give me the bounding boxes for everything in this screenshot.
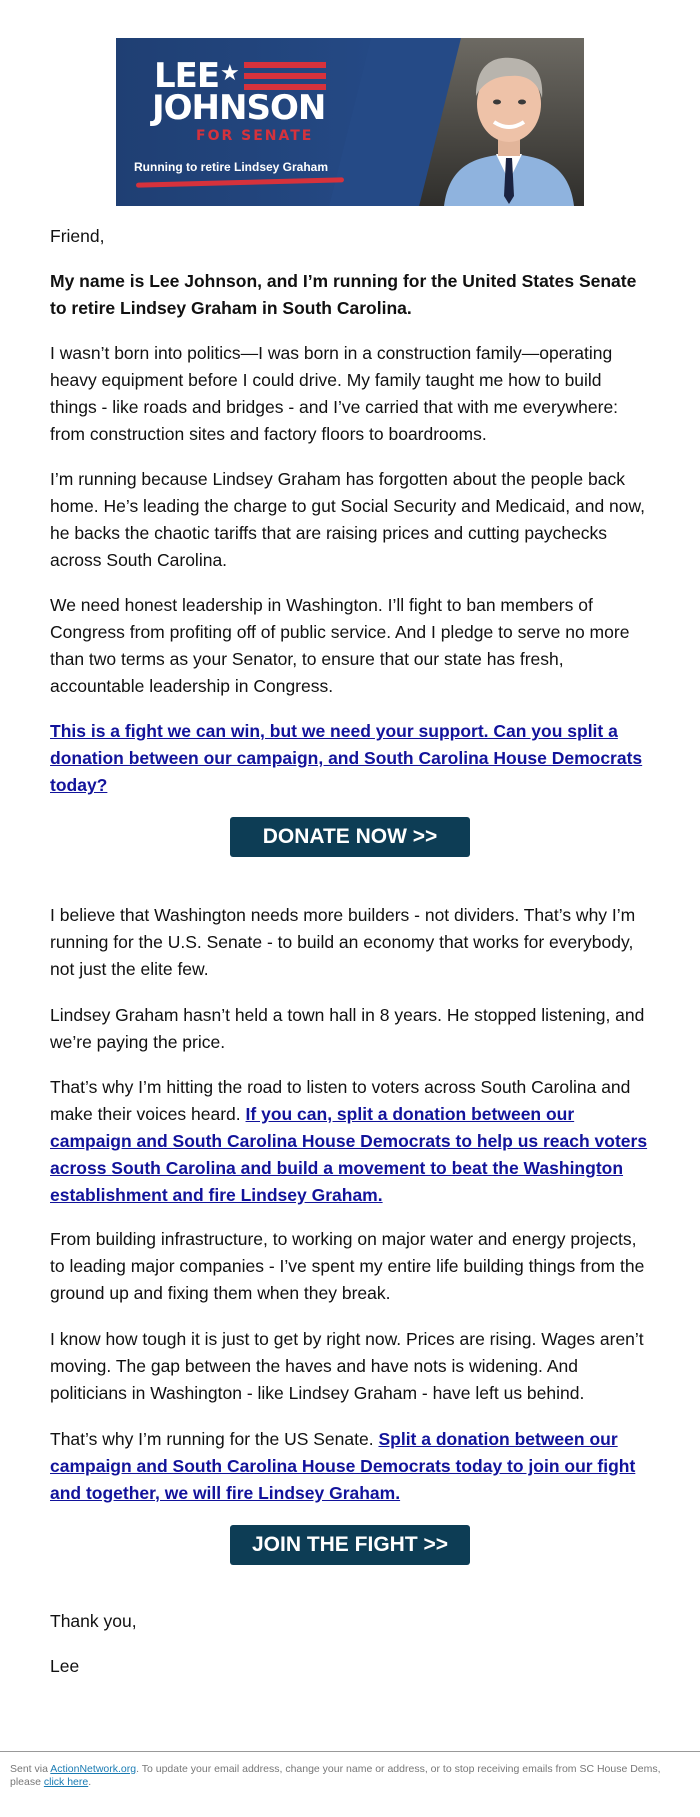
signature: Lee [50,1656,80,1676]
footer-sent-via: Sent via [10,1763,48,1775]
greeting: Friend, [50,226,105,246]
body-paragraph: I’m running because Lindsey Graham has forgotten about the people back home. He’s leading the charge to gut Social Security and Medicaid, and now, he backs the chaotic tariffs that are raising prices and cutting paychecks across South Carolina. [50,469,646,570]
actionnetwork-link[interactable]: ActionNetwork.org [50,1763,137,1775]
body-paragraph: Lindsey Graham hasn’t held a town hall in 8 years. He stopped listening, and we’re paying the price. [50,1005,645,1052]
body-paragraph: We need honest leadership in Washington. I’ll fight to ban members of Congress from profiting off of public service. And I pledge to serve no more than two terms as your Senator, to ensure that our state has fresh, accountable leadership in Congress. [50,595,630,696]
footer-text: . To update your email address, change your name or address, or to stop receiving emails from SC House Dems, please [10,1763,661,1788]
join-the-fight-button[interactable]: JOIN THE FIGHT >> [230,1525,470,1565]
town-hall-paragraph [50,1074,650,1209]
body-paragraph: I know how tough it is just to get by right now. Prices are rising. Wages aren’t moving. The gap between the haves and have nots is widening. And politicians in Washington - like Lindsey Graham - have left us behind. [50,1329,644,1403]
footer-end: . [88,1776,92,1788]
star-icon: ★ [220,60,240,85]
tagline-swoosh [136,177,344,187]
split-donation-link[interactable]: If you can, split a donation between our campaign and South Carolina House Democrats to help us reach voters across South Carolina and build a movement to beat the Washington establishment and fire Lindsey Graham. [50,1104,648,1205]
body-paragraph: I wasn’t born into politics—I was born in a construction family—operating heavy equipment before I could drive. My family taught me how to build things - like roads and bridges - and I’ve carried that with me everywhere: from construction sites and factory floors to boardrooms. [50,343,619,444]
banner-name-first: LEE [154,56,220,96]
join-fight-link[interactable]: Split a donation between our campaign and South Carolina House Democrats today to join our fight and together, we will fire Lindsey Graham. [50,1429,636,1503]
body-paragraph: From building infrastructure, to working on major water and energy projects, to leading major companies - I’ve spent my entire life building things from the ground up and fixing them when they break. [50,1229,645,1303]
unsubscribe-link[interactable]: click here [43,1776,89,1788]
donate-appeal-link[interactable]: This is a fight we can win, but we need your support. Can you split a donation between our campaign, and South Carolina House Democrats today? [50,721,643,795]
donate-appeal [50,718,650,799]
banner-name-last: JOHNSON [152,88,326,128]
campaign-banner [116,38,584,206]
intro-statement: My name is Lee Johnson, and I’m running for the United States Senate to retire Lindsey Graham in South Carolina. [50,271,637,318]
banner-for-senate: FOR SENATE [196,128,314,144]
email-footer [10,1763,690,1789]
body-paragraph: I believe that Washington needs more builders - not dividers. That’s why I’m running for the U.S. Senate - to build an economy that works for everybody, not just the elite few. [50,905,636,979]
paragraph-text: That’s why I’m running for the US Senate. [50,1429,374,1449]
flag-stripe [244,62,326,68]
banner-tagline: Running to retire Lindsey Graham [134,160,329,174]
fight-paragraph [50,1426,650,1507]
flag-stripe [244,73,326,79]
donate-now-button[interactable]: DONATE NOW >> [230,817,470,857]
candidate-photo [434,46,584,206]
closing: Thank you, [50,1611,137,1631]
footer-divider [0,1751,700,1752]
paragraph-text: That’s why I’m hitting the road to listen to voters across South Carolina and make their voices heard. [50,1077,631,1124]
